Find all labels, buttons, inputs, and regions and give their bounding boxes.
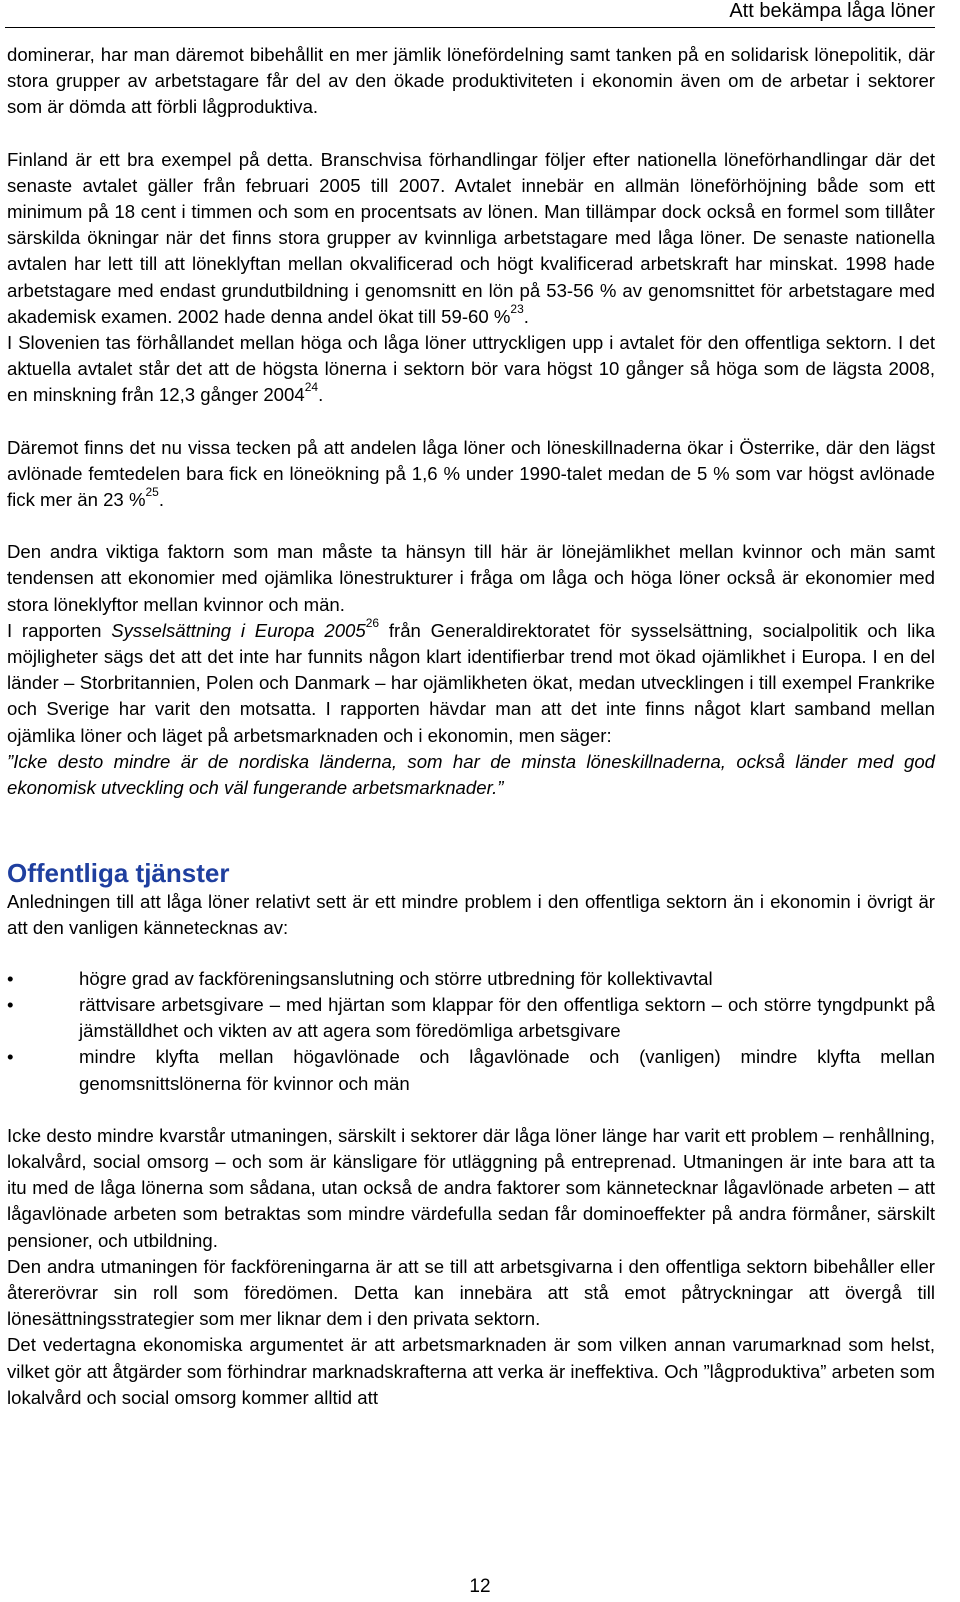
paragraph-finland [7, 147, 935, 330]
list-item [7, 992, 935, 1044]
section-heading: Offentliga tjänster [7, 858, 230, 889]
paragraph-report [7, 615, 936, 749]
paragraph-slovenia [7, 330, 935, 409]
paragraph-report-rest: från Generaldirektoratet för sysselsättning, socialpolitik och lika möjligheter sägs det att det inte har funnits någon klart identifierbar trend mot ökad ojämlikhet i Europa. I en del länder – Storbritannien, Polen och Danmark – har ojämlikheten ökat, medan utvecklingen i till exempel Frankrike och Sverige har varit den motsatta. I rapporten hävdar man att det inte finns något klart samband mellan ojämlika löner och läget på arbetsmarknaden och i ekonomin, men säger: [7, 619, 936, 746]
paragraph-finland-text: Finland är ett bra exempel på detta. Branschvisa förhandlingar följer efter nationella löneförhandlingar där det senaste avtalet gäller från februari 2005 till 2007. Avtalet innebär en allmän löneförhöjning både som ett minimum på 18 cent i timmen och som en procentsats av lönen. Man tillämpar dock också en formel som tillåter särskilda ökningar när det finns stora grupper av kvinnliga arbetstagare med låga löner. De senaste nationella avtalen har lett till att löneklyftan mellan okvalificerad och högt kvalificerad arbetskraft har minskat. 1998 hade arbetstagare med endast grundutbildning i genomsnitt en lön på 53-56 % av genomsnittet för arbetstagare med akademisk examen. 2002 hade denna andel ökat till 59-60 % [7, 148, 935, 327]
page-number: 12 [469, 1576, 491, 1597]
header-rule [5, 27, 935, 28]
list-item-text: högre grad av fackföreningsanslutning och större utbredning för kollektivavtal [79, 967, 713, 989]
paragraph-challenge: Icke desto mindre kvarstår utmaningen, särskilt i sektorer där låga löner länge har varit ett problem – renhållning, lokalvård, social omsorg – och som är känsligare för utläggning på entreprenad. Utmaningen är inte bara att ta itu med de låga lönerna som sådana, utan också de andra faktorer som kännetecknar lågavlönade arbeten – att lågavlönade arbeten som betraktas som mindre värdefulla sedan får dominoeffekter på andra förmåner, särskilt pensioner, och utbildning. [7, 1124, 935, 1251]
list-item [7, 966, 935, 992]
footnote-ref-25: 25 [145, 484, 159, 499]
running-header: Att bekämpa låga löner [729, 0, 935, 22]
bullet-icon: • [7, 967, 14, 989]
paragraph-employers: Den andra utmaningen för fackföreningarna är att se till att arbetsgivarna i den offentliga sektorn bibehåller eller återerövrar sin roll som föredömen. Detta kan innebära att stå emot påtryckningar att övergå till lönesättningsstrategier som mer liknar dem i den privata sektorn. [7, 1255, 935, 1330]
paragraph-1: dominerar, har man däremot bibehållit en mer jämlik lönefördelning samt tanken på en solidarisk lönepolitik, där stora grupper av arbetstagare får del av den ökade produktiviteten i ekonomin även om de arbetar i sektorer som är dömda att förbli lågproduktiva. [7, 44, 935, 118]
section-intro: Anledningen till att låga löner relativt sett är ett mindre problem i den offentliga sektorn än i ekonomin i övrigt är att den vanligen kännetecknas av: [7, 891, 935, 939]
report-title: Sysselsättning i Europa 2005 [111, 619, 366, 641]
period: . [523, 305, 529, 327]
footnote-ref-23: 23 [510, 301, 524, 316]
page-body [7, 42, 935, 1411]
footnote-ref-24: 24 [304, 380, 319, 395]
bullet-icon: • [7, 1046, 14, 1068]
paragraph-slovenia-text: I Slovenien tas förhållandet mellan höga och låga löner uttryckligen upp i avtalet för den offentliga sektorn. I det aktuella avtalet står det att de högsta lönerna i sektorn bör vara högst 10 gånger så höga som de lägsta 2008, en minskning från 12,3 gånger 2004 [7, 332, 935, 406]
period: . [318, 384, 324, 406]
paragraph-austria [7, 435, 935, 514]
list-item [7, 1044, 935, 1096]
bullet-list [7, 966, 935, 1097]
paragraph-economic-argument: Det vedertagna ekonomiska argumentet är att arbetsmarknaden är som vilken annan varumarknad som helst, vilket gör att åtgärder som förhindrar marknadskrafterna att verka är ineffektiva. Och ”lågproduktiva” arbeten som lokalvård och social omsorg kommer alltid att [7, 1334, 935, 1408]
list-item-text: mindre klyfta mellan högavlönade och lågavlönade och (vanligen) mindre klyfta mellan genomsnittslönerna för kvinnor och män [79, 1046, 935, 1094]
footnote-ref-26: 26 [365, 615, 380, 630]
period: . [158, 489, 165, 511]
paragraph-austria-text: Däremot finns det nu vissa tecken på att andelen låga löner och löneskillnaderna ökar i Österrike, där den lägst avlönade femtedelen bara fick en löneökning på 1,6 % under 1990-talet medan de 5 % som var högst avlönade fick mer än 23 % [7, 436, 935, 511]
paragraph-gender-gap: Den andra viktiga faktorn som man måste ta hänsyn till här är lönejämlikhet mellan kvinnor och män samt tendensen att ekonomier med ojämlika lönestrukturer i fråga om låga och höga löner också är ekonomier med stora löneklyftor mellan kvinnor och män. [7, 541, 935, 615]
list-item-text: rättvisare arbetsgivare – med hjärtan som klappar för den offentliga sektorn – och större tyngdpunkt på jämställdhet och vikten av att agera som föredömliga arbetsgivare [79, 993, 935, 1042]
quote: ”Icke desto mindre är de nordiska länderna, som har de minsta löneskillnaderna, också länder med god ekonomisk utveckling och väl fungerande arbetsmarknader.” [7, 750, 935, 799]
bullet-icon: • [7, 993, 14, 1015]
paragraph-report-start: I rapporten [7, 619, 112, 641]
